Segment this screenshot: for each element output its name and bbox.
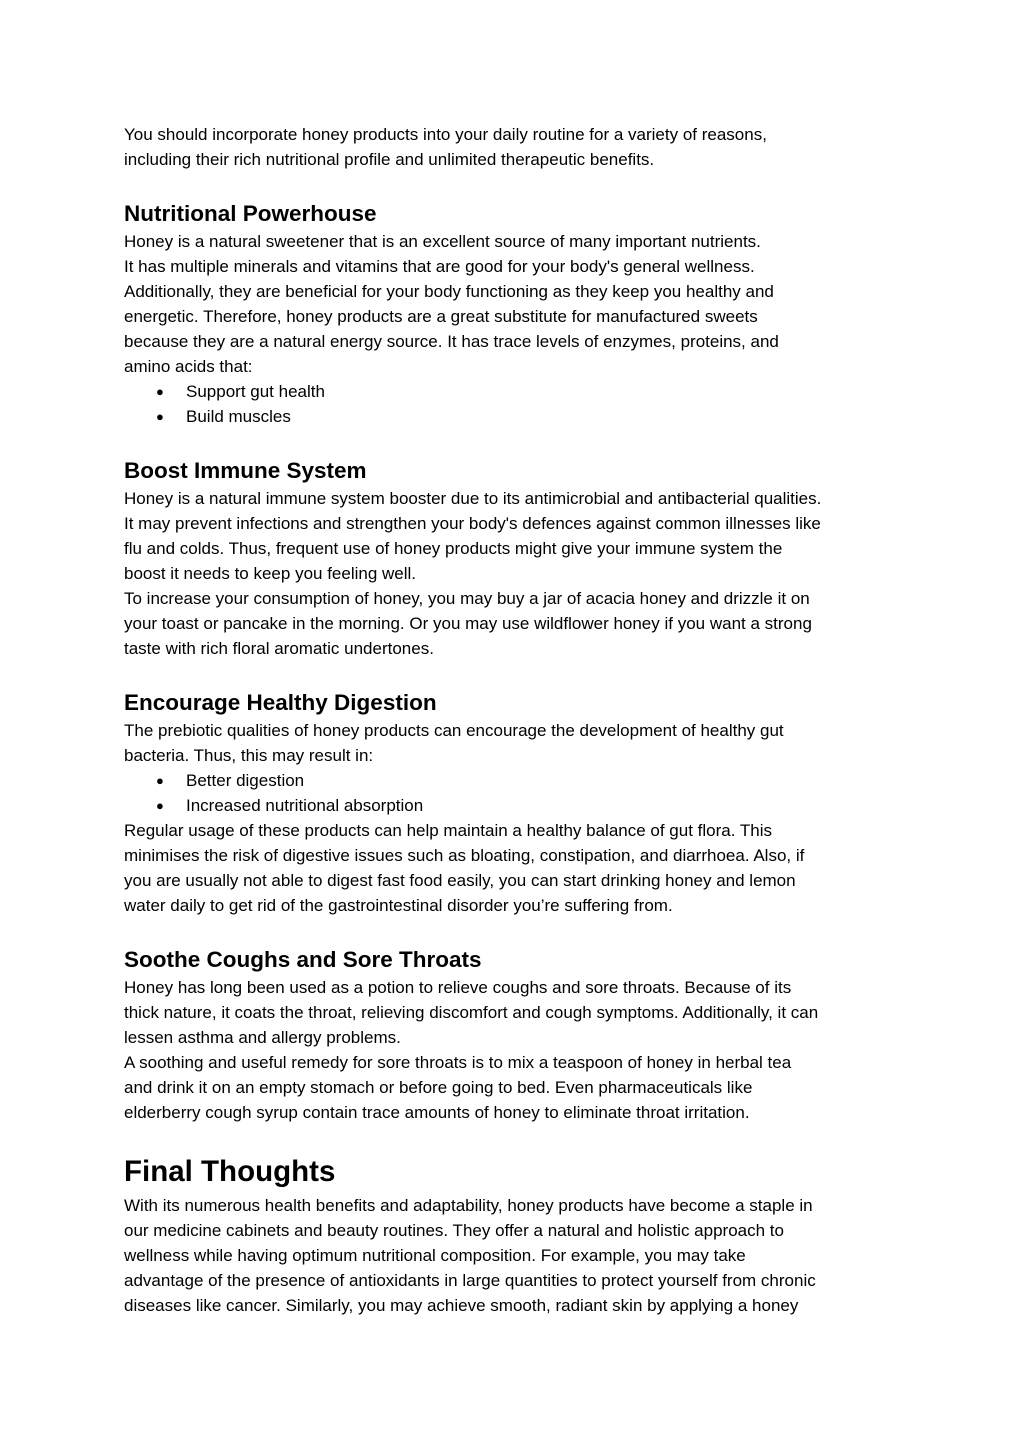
heading-boost-immune-system: Boost Immune System xyxy=(124,458,367,483)
document-page xyxy=(124,122,914,1318)
digestion-list xyxy=(124,768,914,818)
final-paragraph: With its numerous health benefits and adaptability, honey products have become a staple in our medicine cabinets and beauty routines. They offer a natural and holistic approach to wellness while having optimum nutritional composition. For example, you may take advantage of the presence of antioxidants in large quantities to protect yourself from chronic diseases like cancer. Similarly, you may achieve smooth, radiant skin by applying a honey xyxy=(124,1196,816,1315)
coughs-paragraph-2: A soothing and useful remedy for sore throats is to mix a teaspoon of honey in herbal tea and drink it on an empty stomach or before going to bed. Even pharmaceuticals like elderberry cough syrup contain trace amounts of honey to eliminate throat irritation. xyxy=(124,1053,792,1122)
bullet-icon: ● xyxy=(156,773,164,788)
heading-nutritional-powerhouse: Nutritional Powerhouse xyxy=(124,201,377,226)
heading-final-thoughts: Final Thoughts xyxy=(124,1155,336,1188)
nutrition-paragraph: Honey is a natural sweetener that is an excellent source of many important nutrients. It has multiple minerals and vitamins that are good for your body's general wellness. Additionally, they are beneficial for your body functioning as they keep you healthy and energetic. Therefore, honey products are a great substitute for manufactured sweets because they are a natural energy source. It has trace levels of enzymes, proteins, and amino acids that: xyxy=(124,232,779,376)
coughs-paragraph-1: Honey has long been used as a potion to relieve coughs and sore throats. Because of its thick nature, it coats the throat, relieving discomfort and cough symptoms. Additionally, it can lessen asthma and allergy problems. xyxy=(124,978,819,1047)
bullet-icon: ● xyxy=(156,409,164,424)
list-item-text: Build muscles xyxy=(186,407,291,426)
immune-paragraph-2: To increase your consumption of honey, you may buy a jar of acacia honey and drizzle it on your toast or pancake in the morning. Or you may use wildflower honey if you want a strong taste with rich floral aromatic undertones. xyxy=(124,589,812,658)
intro-paragraph: You should incorporate honey products into your daily routine for a variety of reasons, including their rich nutritional profile and unlimited therapeutic benefits. xyxy=(124,125,767,169)
digestion-paragraph-2: Regular usage of these products can help maintain a healthy balance of gut flora. This minimises the risk of digestive issues such as bloating, constipation, and diarrhoea. Also, if you are usually not able to digest fast food easily, you can start drinking honey and lemon water daily to get rid of the gastrointestinal disorder you’re suffering from. xyxy=(124,821,805,915)
list-item xyxy=(124,793,914,818)
heading-soothe-coughs: Soothe Coughs and Sore Throats xyxy=(124,947,482,972)
digestion-paragraph-1: The prebiotic qualities of honey products can encourage the development of healthy gut bacteria. Thus, this may result in: xyxy=(124,721,784,765)
nutrition-list xyxy=(124,379,914,429)
list-item-text: Better digestion xyxy=(186,771,305,790)
bullet-icon: ● xyxy=(156,384,164,399)
list-item xyxy=(124,379,914,404)
list-item xyxy=(124,404,914,429)
list-item xyxy=(124,768,914,793)
heading-encourage-healthy-digestion: Encourage Healthy Digestion xyxy=(124,690,437,715)
bullet-icon: ● xyxy=(156,798,164,813)
immune-paragraph-1: Honey is a natural immune system booster due to its antimicrobial and antibacterial qualities. It may prevent infections and strengthen your body's defences against common illnesses like flu and colds. Thus, frequent use of honey products might give your immune system the boost it needs to keep you feeling well. xyxy=(124,489,822,583)
list-item-text: Increased nutritional absorption xyxy=(186,796,424,815)
list-item-text: Support gut health xyxy=(186,382,325,401)
